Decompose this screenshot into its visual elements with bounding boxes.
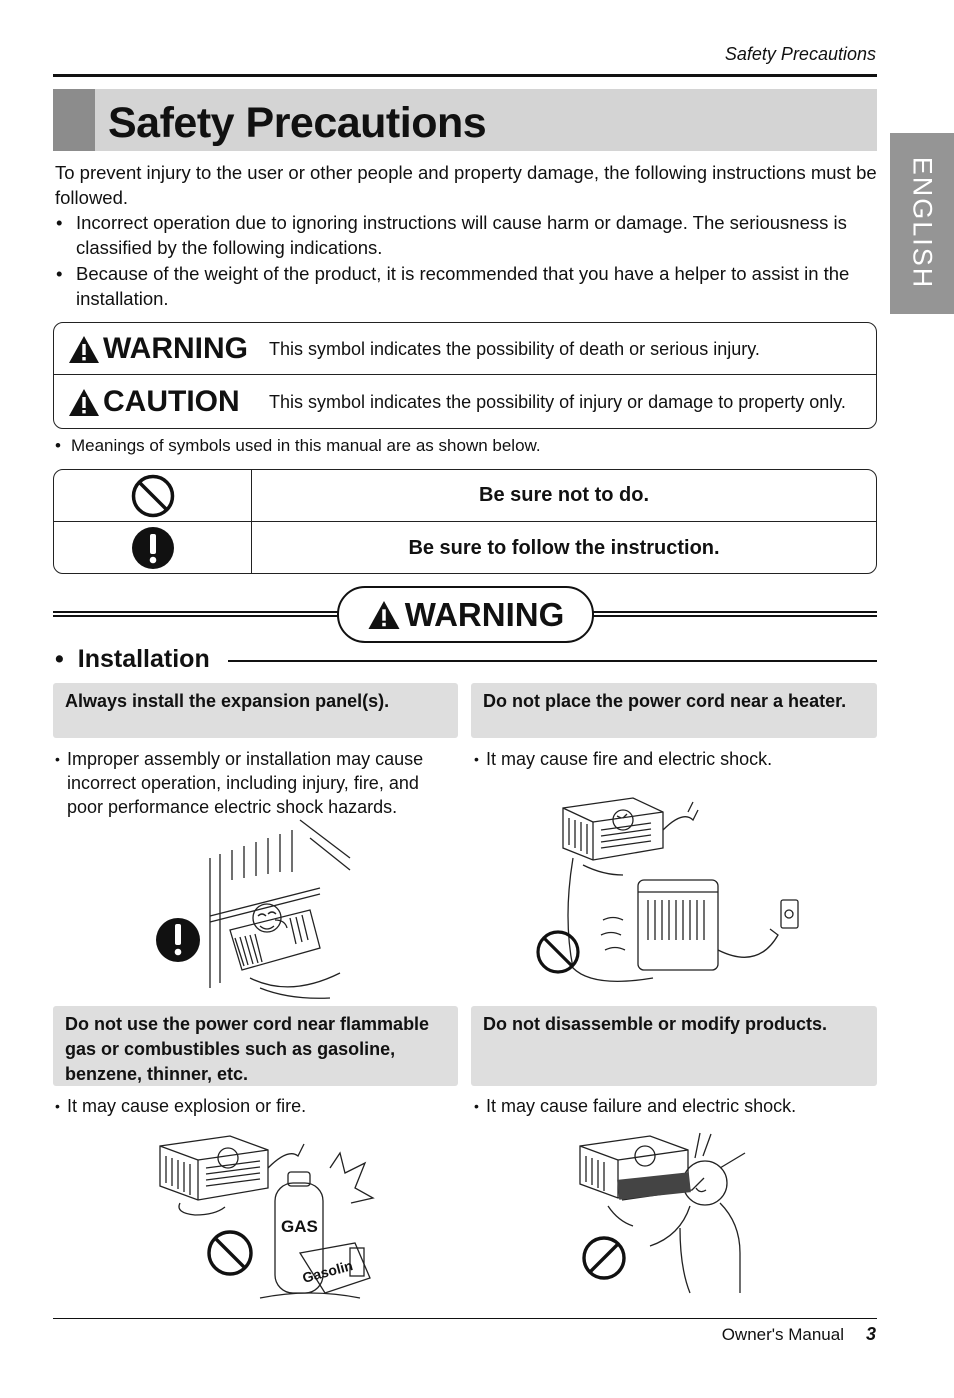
instruction-heading: Do not use the power cord near flammable gas or combustibles such as gasoline, benzene, thinner, etc.: [53, 1006, 458, 1086]
window-ac-installation-illustration: [150, 818, 355, 1003]
intro-lead: To prevent injury to the user or other people and property damage, the following instructions must be followed.: [55, 162, 877, 208]
mandatory-action-icon: [131, 526, 175, 570]
language-tab-label: ENGLISH: [907, 156, 938, 290]
title-bar: [53, 89, 877, 151]
symbol-row: [54, 470, 876, 522]
instruction-note: • It may cause explosion or fire.: [55, 1096, 307, 1116]
symbol-meanings-note: • Meanings of symbols used in this manual are as shown below.: [55, 436, 541, 456]
signal-row-warning: [54, 323, 876, 375]
instruction-note: • It may cause failure and electric shock.: [474, 1096, 797, 1116]
warning-banner-rule: [53, 611, 340, 617]
warning-banner: WARNING: [337, 586, 594, 643]
running-header: Safety Precautions: [724, 44, 876, 64]
gas-label: GAS: [281, 1217, 318, 1236]
warning-triangle-icon: [68, 335, 100, 364]
caution-signal-word: CAUTION: [68, 385, 240, 419]
signal-row-caution: [54, 376, 876, 428]
warning-signal-word: WARNING: [68, 332, 248, 366]
symbol-meaning-text: Be sure not to do.: [479, 484, 649, 506]
caution-triangle-icon: [68, 388, 100, 417]
prohibition-icon: [131, 474, 175, 518]
instruction-note: • Improper assembly or installation may cause incorrect operation, including injury, fire, and poor performance electric shock hazards.: [55, 749, 424, 817]
intro-text: [55, 160, 877, 311]
warning-triangle-icon: [367, 600, 401, 630]
header-rule: [53, 74, 877, 77]
gasoline-label: Gasolin: [300, 1257, 355, 1286]
instruction-heading: Do not place the power cord near a heater.: [471, 683, 877, 738]
ac-cord-near-heater-illustration: [533, 790, 808, 986]
warning-banner-rule: [592, 611, 877, 617]
section-heading: • Installation: [55, 645, 210, 673]
symbol-meaning-text: Be sure to follow the instruction.: [408, 536, 720, 559]
footer-label: Owner's Manual: [721, 1325, 844, 1344]
caution-signal-text: This symbol indicates the possibility of injury or damage to property only.: [269, 392, 846, 412]
instruction-heading: Always install the expansion panel(s).: [53, 683, 458, 738]
intro-bullets: [55, 210, 877, 311]
language-tab: [890, 133, 954, 314]
page-title: Safety Precautions: [108, 99, 487, 147]
intro-bullet: • Because of the weight of the product, it is recommended that you have a helper to assist in the installation.: [55, 261, 877, 311]
signal-word-table: [53, 322, 877, 429]
footer-rule: [53, 1318, 877, 1319]
symbol-table: [53, 469, 877, 574]
title-bar-marker: [53, 89, 95, 151]
intro-bullet: • Incorrect operation due to ignoring instructions will cause harm or damage. The seriousness is classified by the following indications.: [55, 210, 877, 260]
footer: [600, 1324, 876, 1345]
warning-signal-text: This symbol indicates the possibility of death or serious injury.: [269, 339, 760, 359]
ac-panel-shape: [617, 1172, 691, 1199]
symbol-row: [54, 522, 876, 574]
section-rule: [228, 660, 877, 662]
ac-near-gas-cylinder-illustration: [150, 1128, 385, 1308]
instruction-heading: Do not disassemble or modify products.: [471, 1006, 877, 1086]
person-disassembling-ac-illustration: [570, 1128, 755, 1300]
instruction-note: • It may cause fire and electric shock.: [474, 749, 773, 769]
page-number: 3: [865, 1324, 876, 1344]
